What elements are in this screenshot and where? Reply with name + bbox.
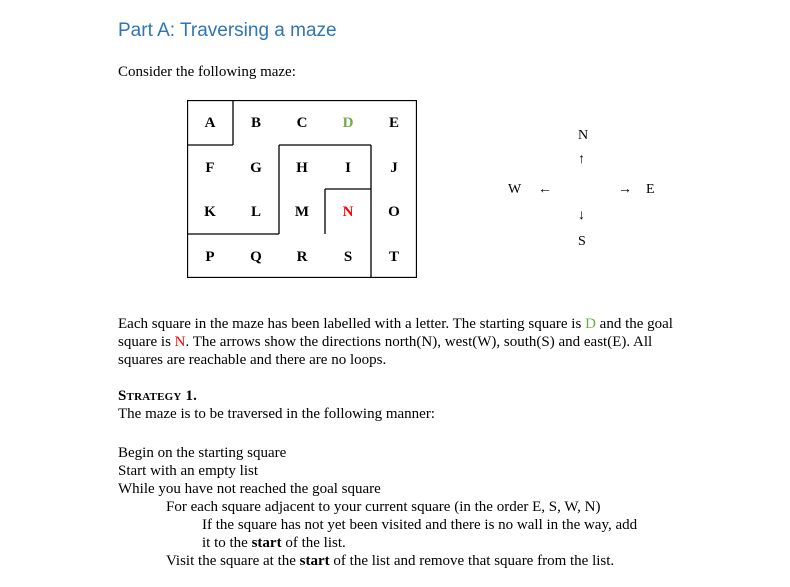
intro-text: Consider the following maze: [118,64,296,80]
maze-cell-f: F [205,159,215,176]
maze-cell-b: B [250,115,261,131]
algorithm-line-1: Begin on the starting square [118,445,287,461]
maze-cell-d: D [342,115,354,131]
algorithm-line-5: If the square has not yet been visited and there is no wall in the way, add [202,517,638,533]
compass-south: S [578,234,586,249]
maze-cell-q: Q [250,248,262,265]
maze-cell-j: J [390,159,398,176]
maze-cell-l: L [250,204,261,220]
compass-east: E [646,182,655,197]
maze-cell-e: E [388,115,399,131]
description-text-3: . The arrows show the directions north(N), west(W), south(S) and east(E). All squares are reachable and there are no loops. [118,334,653,368]
arrow-left-icon: ← [538,182,552,197]
algorithm-line-6-emphasis: start [251,535,282,551]
compass-north: N [578,128,589,143]
maze-cell-p: P [205,248,215,265]
arrow-right-icon: → [618,182,632,197]
maze-cell-r: R [296,248,308,265]
maze-cell-s: S [343,248,353,265]
algorithm-line-7 [166,553,614,570]
compass [500,128,660,258]
algorithm-line-7-tail: of the list and remove that square from the list. [329,553,615,569]
algorithm-line-7-emphasis: start [299,553,330,569]
page-heading: Part A: Traversing a maze [118,20,337,41]
algorithm-line-6 [202,535,346,552]
maze-cell-h: H [296,159,308,176]
description-text-1: Each square in the maze has been labelled with a letter. The starting square is [118,316,586,332]
maze-cell-a: A [204,115,216,131]
maze-cell-n: N [342,204,354,220]
arrow-up-icon: ↑ [578,152,585,167]
maze-cell-g: G [250,159,262,176]
strategy-title: Strategy 1. [118,388,198,404]
algorithm-line-7-text: Visit the square at the [166,553,300,569]
maze-grid [187,100,417,278]
algorithm-line-2: Start with an empty list [118,463,258,479]
goal-square-label: N [174,334,186,350]
algorithm-line-3: While you have not reached the goal square [118,481,381,497]
maze-cell-o: O [388,204,400,220]
algorithm-line-6-tail: of the list. [281,535,346,551]
arrow-down-icon: ↓ [578,208,585,223]
compass-west: W [508,182,522,197]
maze-description [118,315,673,369]
start-square-label: D [585,316,596,332]
algorithm-line-6-text: it to the [202,535,252,551]
algorithm-line-4: For each square adjacent to your current square (in the order E, S, W, N) [166,499,601,515]
maze-cell-m: M [294,204,310,220]
strategy-intro: The maze is to be traversed in the following manner: [118,406,435,422]
maze-cell-c: C [296,115,308,131]
maze-cell-k: K [204,204,216,220]
maze-cell-i: I [345,159,351,176]
maze-cell-t: T [388,248,399,265]
description-text-2: and the goal square is [118,316,673,350]
